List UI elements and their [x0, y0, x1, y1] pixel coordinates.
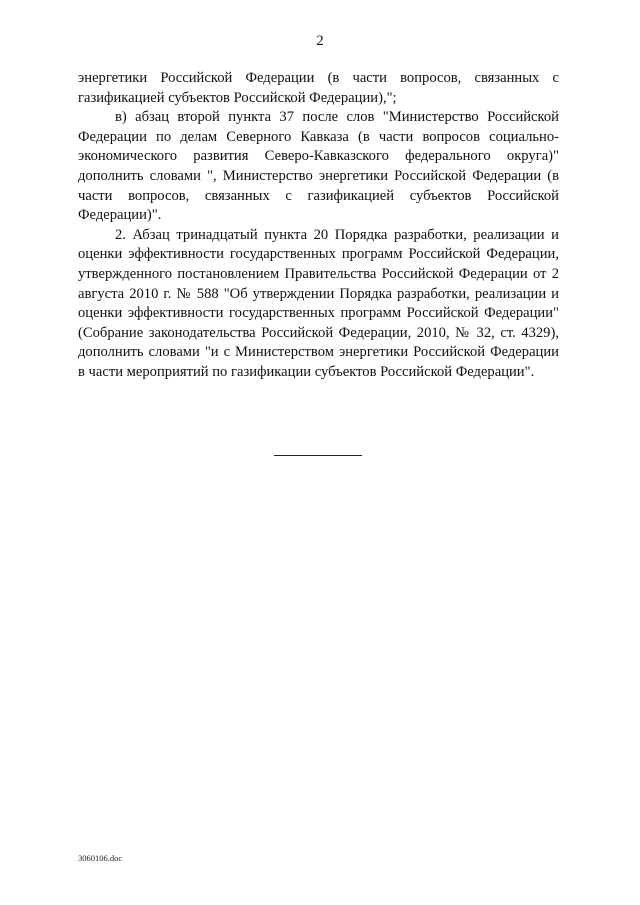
document-body: [78, 69, 559, 383]
page-number: 2: [316, 33, 324, 49]
separator-line: [274, 455, 362, 456]
paragraph-continuation: энергетики Российской Федерации (в части вопросов, связанных с газификацией субъектов Российской Федерации),";: [78, 70, 559, 106]
paragraph-item-2: 2. Абзац тринадцатый пункта 20 Порядка разработки, реализации и оценки эффективности государственных программ Российской Федерации, утвержденного постановлением Правительства Российской Федерации от 2 августа 2010 г. № 588 "Об утверждении Порядка разработки, реализации и оценки эффективности государственных программ Российской Федерации" (Собрание законодательства Российской Федерации, 2010, № 32, ст. 4329), дополнить словами "и с Министерством энергетики Российской Федерации в части мероприятий по газификации субъектов Российской Федерации".: [78, 226, 559, 380]
paragraph-item-v: в) абзац второй пункта 37 после слов "Министерство Российской Федерации по делам Северного Кавказа (в части вопросов социально-экономического развития Северо-Кавказского федерального округа)" дополнить словами ", Министерство энергетики Российской Федерации (в части вопросов, связанных с газификацией субъектов Российской Федерации)".: [78, 109, 559, 224]
footer-filename: 3060106.doc: [78, 853, 123, 863]
